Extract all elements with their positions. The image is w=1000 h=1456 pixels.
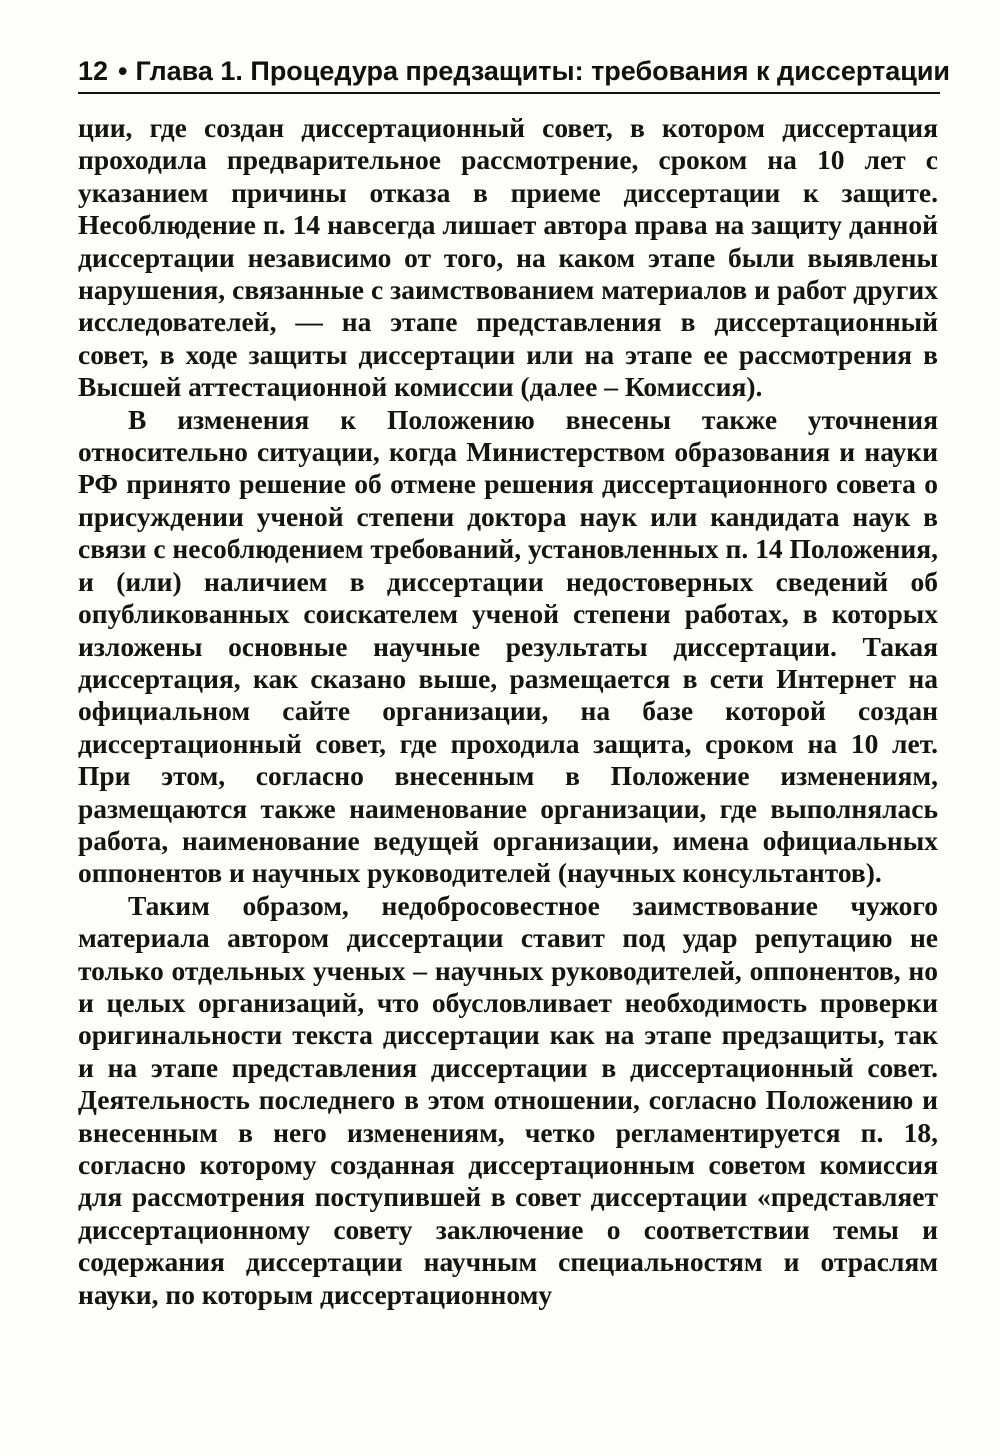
body-text (78, 112, 938, 1311)
header-rule (78, 92, 940, 94)
paragraph: В изменения к Положению внесены также уточнения относительно ситуации, когда Министерством образования и науки РФ принято решение об отмене решения диссертационного совета о присуждении ученой степени доктора наук или кандидата наук в связи с несоблюдением требований, установленных п. 14 Положения, и (или) наличием в диссертации недостоверных сведений об опубликованных соискателем ученой степени работах, в которых изложены основные научные результаты диссертации. Такая диссертация, как сказано выше, размещается в сети Интернет на официальном сайте организации, на базе которой создан диссертационный совет, где проходила защита, сроком на 10 лет. При этом, согласно внесенным в Положение изменениям, размещаются также наименование организации, где выполнялась работа, наименование ведущей организации, имена официальных оппонентов и научных руководителей (научных консультантов). (78, 403, 938, 889)
chapter-title: Глава 1. Процедура предзащиты: требования к диссертации (135, 56, 951, 86)
header-bullet: • (118, 56, 128, 86)
paragraph: Таким образом, недобросовестное заимствование чужого материала автором диссертации ставит под удар репутацию не только отдельных ученых – научных руководителей, оппонентов, но и целых организаций, что обусловливает необходимость проверки оригинальности текста диссертации как на этапе предзащиты, так и на этапе представления диссертации в диссертационный совет. Деятельность последнего в этом отношении, согласно Положению и внесенным в него изменениям, четко регламентируется п. 18, согласно которому созданная диссертационным советом комиссия для рассмотрения поступившей в совет диссертации «представляет диссертационному совету заключение о соответствии темы и содержания диссертации научным специальностям и отраслям науки, по которым диссертационному (78, 889, 938, 1310)
paragraph-continuation: ции, где создан диссертационный совет, в котором диссертация проходила предварительное рассмотрение, сроком на 10 лет с указанием причины отказа в приеме диссертации к защите. Несоблюдение п. 14 навсегда лишает автора права на защиту данной диссертации независимо от того, на каком этапе были выявлены нарушения, связанные с заимствованием материалов и работ других исследователей, — на этапе представления в диссертационный совет, в ходе защиты диссертации или на этапе ее рассмотрения в Высшей аттестационной комиссии (далее – Комиссия). (78, 112, 938, 403)
running-header (78, 52, 951, 96)
page-number: 12 (78, 56, 109, 86)
